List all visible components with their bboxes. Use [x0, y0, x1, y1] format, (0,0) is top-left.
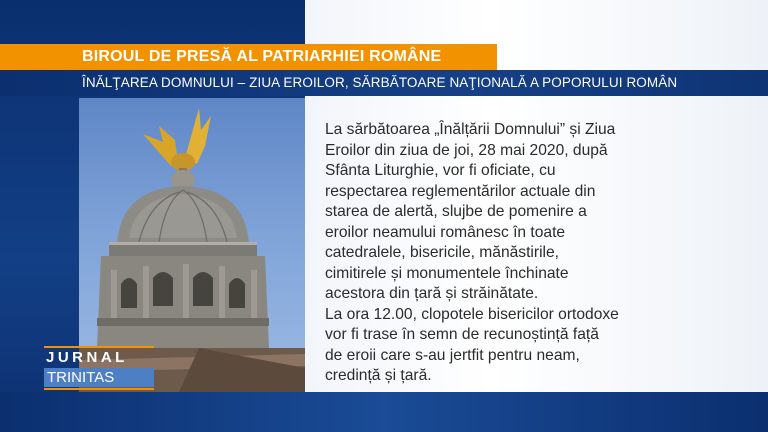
article-line: credință și țară.: [325, 367, 432, 384]
article-line: de eroii care s-au jertfit pentru neam,: [325, 346, 580, 364]
logo-bottom-rule: [44, 388, 154, 390]
logo-jurnal-text: JURNAL: [46, 349, 128, 366]
subtitle-text: ÎNĂLŢAREA DOMNULUI – ZIUA EROILOR, SĂRBĂTOARE NAŢIONALĂ A POPORULUI ROMÂN: [82, 75, 678, 90]
article-line: acestora din țară și străinătate.: [325, 285, 539, 302]
article-line: respectarea reglementărilor actuale din: [325, 182, 596, 200]
article-body: [325, 120, 745, 387]
article-line: Eroilor din ziua de joi, 28 mai 2020, după: [325, 141, 608, 159]
background-bottom-strip: [0, 392, 768, 432]
logo-trinitas-text: TRINITAS: [44, 368, 154, 387]
article-line: eroilor neamului românesc în toate: [325, 223, 566, 241]
article-line: La ora 12.00, clopotele bisericilor ortodoxe: [325, 305, 619, 323]
logo-top-rule: [44, 346, 154, 348]
article-line: catedralele, bisericile, mănăstirile,: [325, 244, 560, 261]
banner-title: BIROUL DE PRESĂ AL PATRIARHIEI ROMÂNE: [82, 48, 442, 65]
article-line: Sfânta Liturghie, vor fi oficiate, cu: [325, 162, 556, 179]
article-line: starea de alertă, slujbe de pomenire a: [325, 203, 587, 220]
jurnal-trinitas-logo: [44, 346, 154, 390]
article-line: La sărbătoarea „Înălțării Domnului” și Ziua: [325, 121, 616, 138]
article-line: vor fi trase în semn de recunoștință față: [325, 326, 599, 343]
article-line: cimitirele și monumentele închinate: [325, 264, 569, 282]
golden-eagle-statue: [143, 108, 211, 178]
